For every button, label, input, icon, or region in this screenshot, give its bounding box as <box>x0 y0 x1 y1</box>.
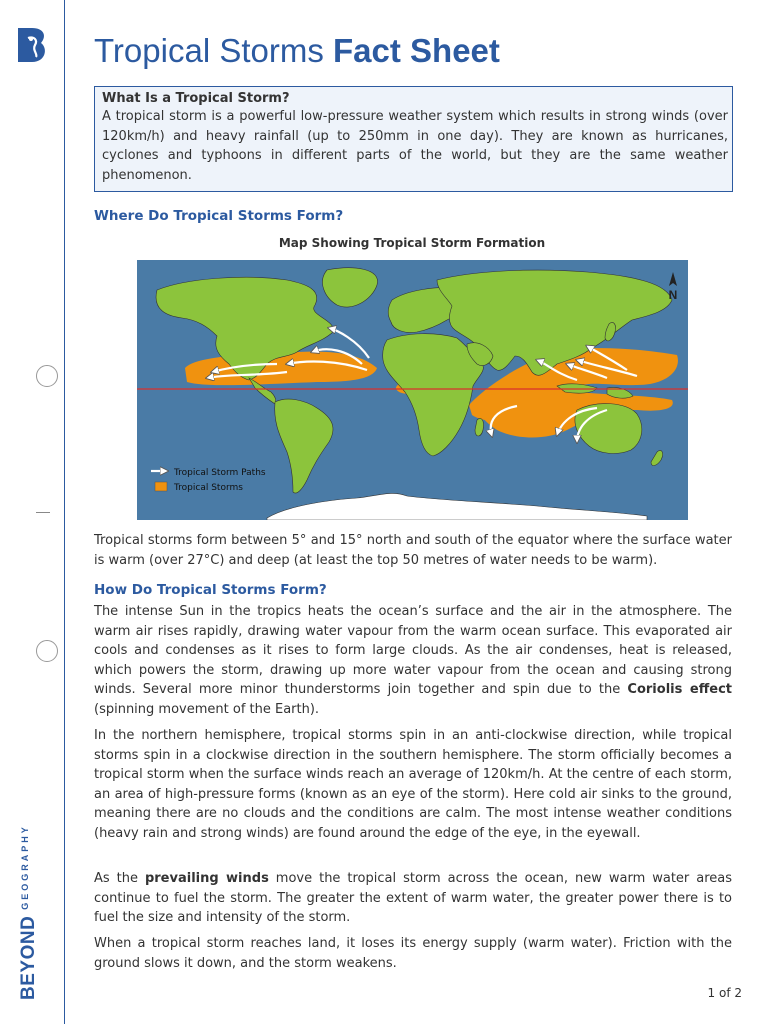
how-paragraph-2: In the northern hemisphere, tropical storms spin in an anti-clockwise direction, while tropical storms spin in a clockwise direction in the southern hemisphere. The storm officially becomes a tropical storm when the surface winds reach an average of 120km/h. At the centre of each storm, an area of high-pressure forms (known as an eye of the storm). Here cold air sinks to the ground, meaning there are no clouds and the conditions are calm. The most intense weather conditions (heavy rain and strong winds) are found around the edge of the eye, in the eyewall. <box>94 728 732 841</box>
brand-vertical <box>18 824 40 1000</box>
page-number: 1 of 2 <box>707 986 742 1000</box>
coriolis-term: Coriolis effect <box>627 682 732 698</box>
punch-hole-top <box>36 365 58 387</box>
title-light: Tropical Storms <box>94 32 324 69</box>
legend-storm-swatch <box>155 482 167 491</box>
where-text: Tropical storms form between 5° and 15° north and south of the equator where the surface water is warm (over 27°C) and deep (at least the top 50 metres of water needs to be warm). <box>94 533 732 568</box>
how-p3-text: move the tropical storm across the ocean, new warm water areas continue to fuel the storm. The greater the extent of warm water, the greater power there is to fuel the size and intensity of the storm. <box>94 871 733 926</box>
compass-letter: N <box>668 288 678 302</box>
punch-hole-bottom <box>36 640 58 662</box>
brand-word-geography: GEOGRAPHY <box>20 824 30 910</box>
definition-text: A tropical storm is a powerful low-pressure weather system which results in strong winds (over 120km/h) and heavy rainfall (up to 250mm in one day). They are known as hurricanes, cyclones and typhoons in different parts of the world, but they are the same weather phenomenon. <box>102 109 728 183</box>
where-heading: Where Do Tropical Storms Form? <box>94 208 344 224</box>
page-title <box>94 32 500 70</box>
legend-paths-label: Tropical Storm Paths <box>174 468 266 478</box>
how-p1-end: (spinning movement of the Earth). <box>94 701 320 717</box>
title-bold: Fact Sheet <box>333 32 500 69</box>
how-paragraph-3 <box>94 869 732 928</box>
legend-storms-label: Tropical Storms <box>174 483 243 493</box>
how-p1-text: The intense Sun in the tropics heats the ocean’s surface and the air in the atmosphere. The warm air rises rapidly, drawing water vapour from the warm ocean surface. This evaporated air cools and condenses as it rises to form large clouds. As the air condenses, heat is released, which powers the storm, drawing up more water vapour from the ocean and causing strong winds. Several more minor thunderstorms join together and spin due to the <box>94 604 732 698</box>
beyond-logo-icon <box>14 24 50 66</box>
definition-box <box>94 86 733 192</box>
how-heading: How Do Tropical Storms Form? <box>94 582 327 598</box>
map-title: Map Showing Tropical Storm Formation <box>278 236 546 250</box>
prevailing-winds-term: prevailing winds <box>144 871 269 886</box>
how-p3-start: As the <box>94 871 145 886</box>
brand-word-beyond: BEYOND <box>18 915 39 1000</box>
how-paragraph-1 <box>94 602 732 720</box>
fold-mark <box>36 512 50 513</box>
margin-line <box>64 0 65 1024</box>
world-map <box>137 260 688 520</box>
how-paragraph-4: When a tropical storm reaches land, it loses its energy supply (warm water). Friction with the ground slows it down, and the storm weakens. <box>94 936 732 971</box>
definition-heading: What Is a Tropical Storm? <box>102 91 290 106</box>
